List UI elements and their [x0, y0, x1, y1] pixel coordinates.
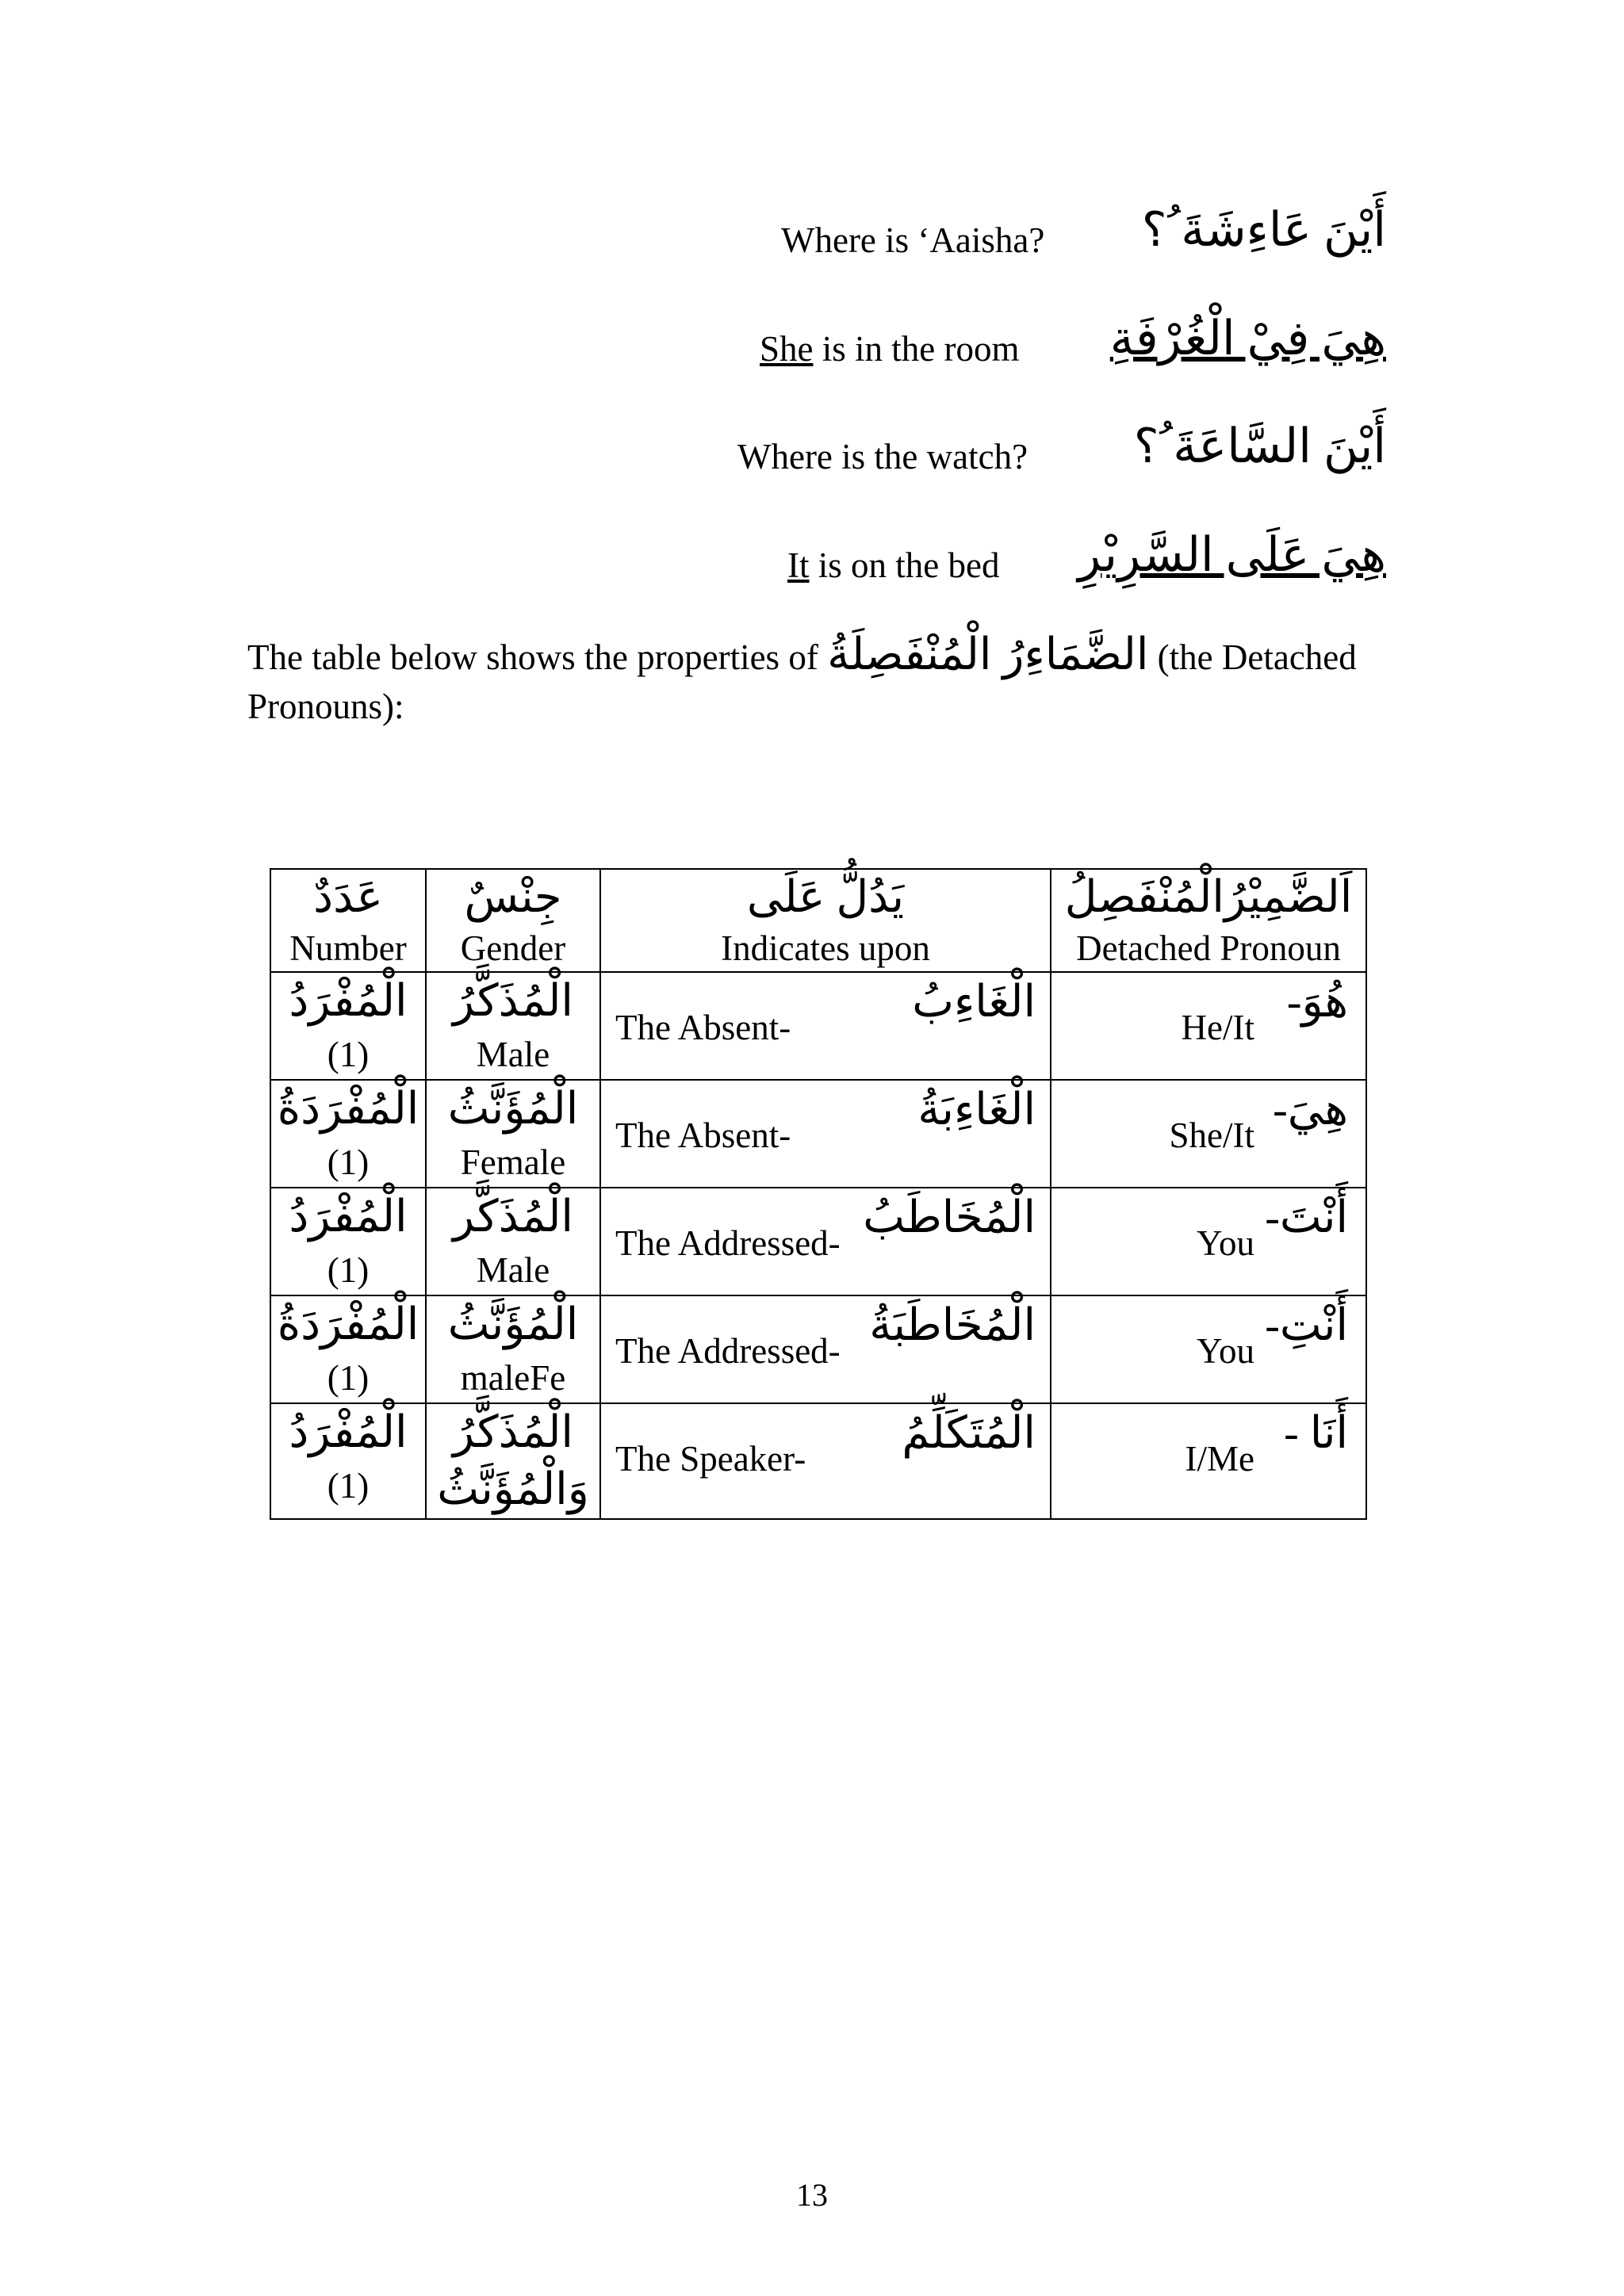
table-row — [270, 1080, 1366, 1188]
example-arabic: هِيَ عَلَى السَّرِيْرِ — [1078, 529, 1386, 581]
cell-pronoun: You أَنْتِ- — [1051, 1295, 1366, 1403]
cell-indicates: The Addressed- الْمُخَاطَبَةُ — [600, 1295, 1051, 1403]
cell-indicates: The Absent- الْغَاءِبَةُ — [600, 1080, 1051, 1188]
header-gender: جِنْسٌ Gender — [426, 869, 600, 972]
example-arabic: أَيْنَ السَّاعَةَ ُ؟ — [1133, 420, 1386, 473]
header-number: عَدَدٌ Number — [270, 869, 426, 972]
table-header-row — [270, 869, 1366, 972]
cell-pronoun: He/It هُوَ- — [1051, 972, 1366, 1080]
detached-pronouns-table — [270, 868, 1367, 1520]
example-4 — [0, 527, 1624, 599]
cell-indicates: The Absent- الْغَاءِبُ — [600, 972, 1051, 1080]
intro-paragraph: The table below shows the properties of الضَّمَاءِرُ الْمُنْفَصِلَةُ (the Detached Pronouns): — [247, 630, 1357, 726]
cell-gender: الْمُذَكَّرُ Male — [426, 972, 600, 1080]
example-1 — [0, 202, 1624, 274]
header-pronoun: اَلضَّمِيْرُالْمُنْفَصِلُ Detached Pronoun — [1051, 869, 1366, 972]
cell-pronoun: I/Me أَنَا - — [1051, 1403, 1366, 1519]
example-3 — [0, 419, 1624, 490]
example-arabic: أَيْنَ عَاءِشَةَ ُ؟ — [1141, 204, 1386, 256]
example-arabic: هِيَ فِيْ الْغُرْفَةِ — [1109, 312, 1386, 365]
example-english: Where is ‘Aaisha? — [781, 220, 1045, 260]
intro-arabic-term: الضَّمَاءِرُ الْمُنْفَصِلَةُ — [827, 630, 1149, 679]
cell-gender: الْمُؤَنَّثُ maleFe — [426, 1295, 600, 1403]
cell-number: الْمُفْرَدُ (1) — [270, 1188, 426, 1295]
cell-pronoun: You أَنْتَ- — [1051, 1188, 1366, 1295]
cell-number: الْمُفْرَدُ (1) — [270, 1403, 426, 1519]
example-english: It is on the bed — [787, 545, 1000, 585]
table-row — [270, 1403, 1366, 1519]
table-row — [270, 1295, 1366, 1403]
example-2 — [0, 311, 1624, 382]
cell-number: الْمُفْرَدَةُ (1) — [270, 1080, 426, 1188]
cell-gender: الْمُذَكَّرُ وَالْمُؤَنَّثُ — [426, 1403, 600, 1519]
header-indicates: يَدُلُّ عَلَى Indicates upon — [600, 869, 1051, 972]
cell-number: الْمُفْرَدَةُ (1) — [270, 1295, 426, 1403]
cell-indicates: The Speaker- الْمُتَكَلِّمُ — [600, 1403, 1051, 1519]
example-english: Where is the watch? — [737, 437, 1028, 476]
cell-indicates: The Addressed- الْمُخَاطَبُ — [600, 1188, 1051, 1295]
table-row — [270, 1188, 1366, 1295]
table-row — [270, 972, 1366, 1080]
cell-gender: الْمُذَكَّر Male — [426, 1188, 600, 1295]
cell-gender: الْمُؤَنَّثُ Female — [426, 1080, 600, 1188]
cell-number: الْمُفْرَدُ (1) — [270, 972, 426, 1080]
example-english: She is in the room — [760, 329, 1020, 369]
cell-pronoun: She/It هِيَ- — [1051, 1080, 1366, 1188]
page-number: 13 — [796, 2177, 828, 2213]
